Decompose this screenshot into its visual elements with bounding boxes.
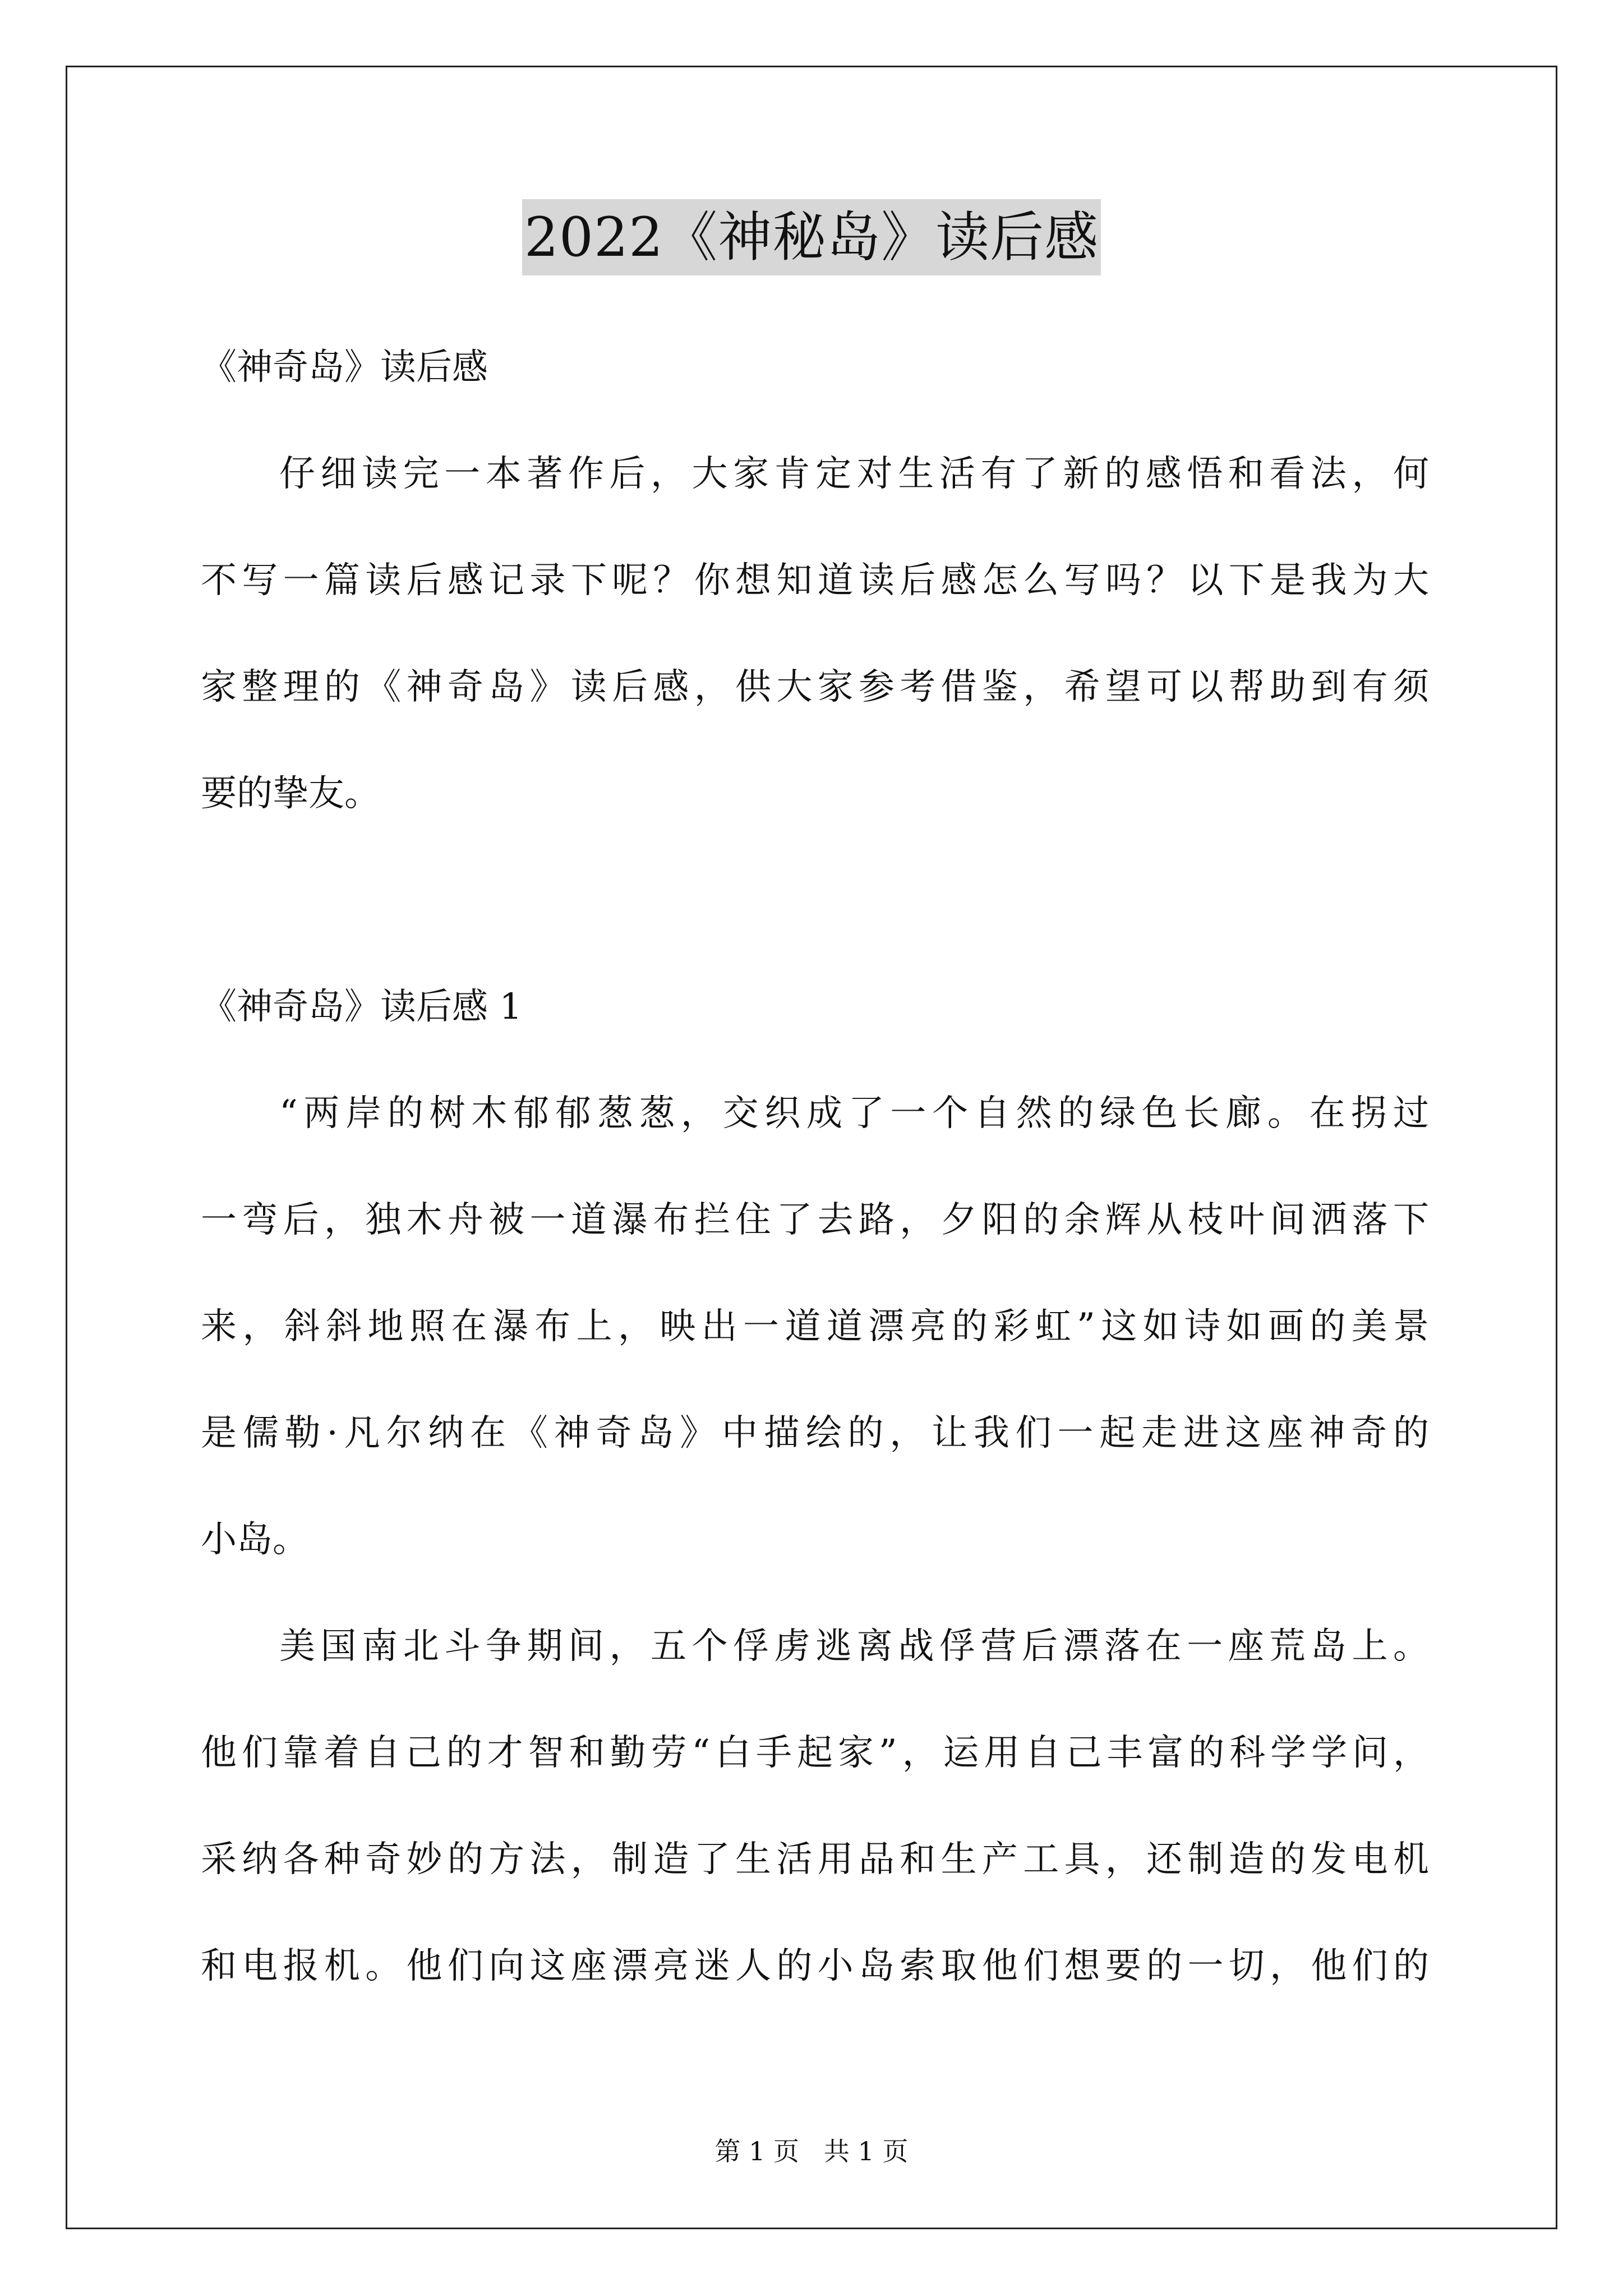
- section1-paragraph-2: [201, 1593, 1429, 2019]
- paragraph-line: 美国南北斗争期间，五个俘虏逃离战俘营后漂落在一座荒岛上。: [279, 1626, 1429, 1667]
- page-footer: 第 1 页 共 1 页: [714, 2136, 909, 2166]
- intro-heading: 《神奇岛》读后感: [201, 347, 488, 388]
- paragraph-line: 和电报机。他们向这座漂亮迷人的小岛索取他们想要的一切，他们的: [201, 1945, 1429, 1987]
- title-container: [0, 199, 1623, 275]
- paragraph-line: “两岸的树木郁郁葱葱，交织成了一个自然的绿色长廊。在拐过: [279, 1093, 1429, 1134]
- paragraph-line: 仔细读完一本著作后，大家肯定对生活有了新的感悟和看法，何: [279, 453, 1429, 495]
- paragraph-line: 采纳各种奇妙的方法，制造了生活用品和生产工具，还制造的发电机: [201, 1839, 1429, 1880]
- paragraph-line: 不写一篇读后感记录下呢？你想知道读后感怎么写吗？以下是我为大: [201, 560, 1429, 601]
- section1-heading: 《神奇岛》读后感 1: [201, 986, 523, 1028]
- document-title: 2022《神秘岛》读后感: [522, 199, 1101, 275]
- paragraph-line: 来，斜斜地照在瀑布上，映出一道道漂亮的彩虹”这如诗如画的美景: [201, 1306, 1429, 1347]
- paragraph-line: 小岛。: [201, 1519, 308, 1561]
- paragraph-line: 是儒勒·凡尔纳在《神奇岛》中描绘的，让我们一起走进这座神奇的: [201, 1412, 1429, 1454]
- paragraph-line: 家整理的《神奇岛》读后感，供大家参考借鉴，希望可以帮助到有须: [201, 666, 1429, 708]
- paragraph-line: 一弯后，独木舟被一道瀑布拦住了去路，夕阳的余辉从枝叶间洒落下: [201, 1199, 1429, 1241]
- section1-paragraph-1: [201, 1060, 1429, 1593]
- intro-paragraph: [201, 421, 1429, 847]
- section-spacer: [201, 847, 1429, 954]
- document-body: [201, 314, 1429, 2019]
- paragraph-line: 要的挚友。: [201, 773, 380, 815]
- paragraph-line: 他们靠着自己的才智和勤劳“白手起家”，运用自己丰富的科学学问，: [201, 1732, 1429, 1774]
